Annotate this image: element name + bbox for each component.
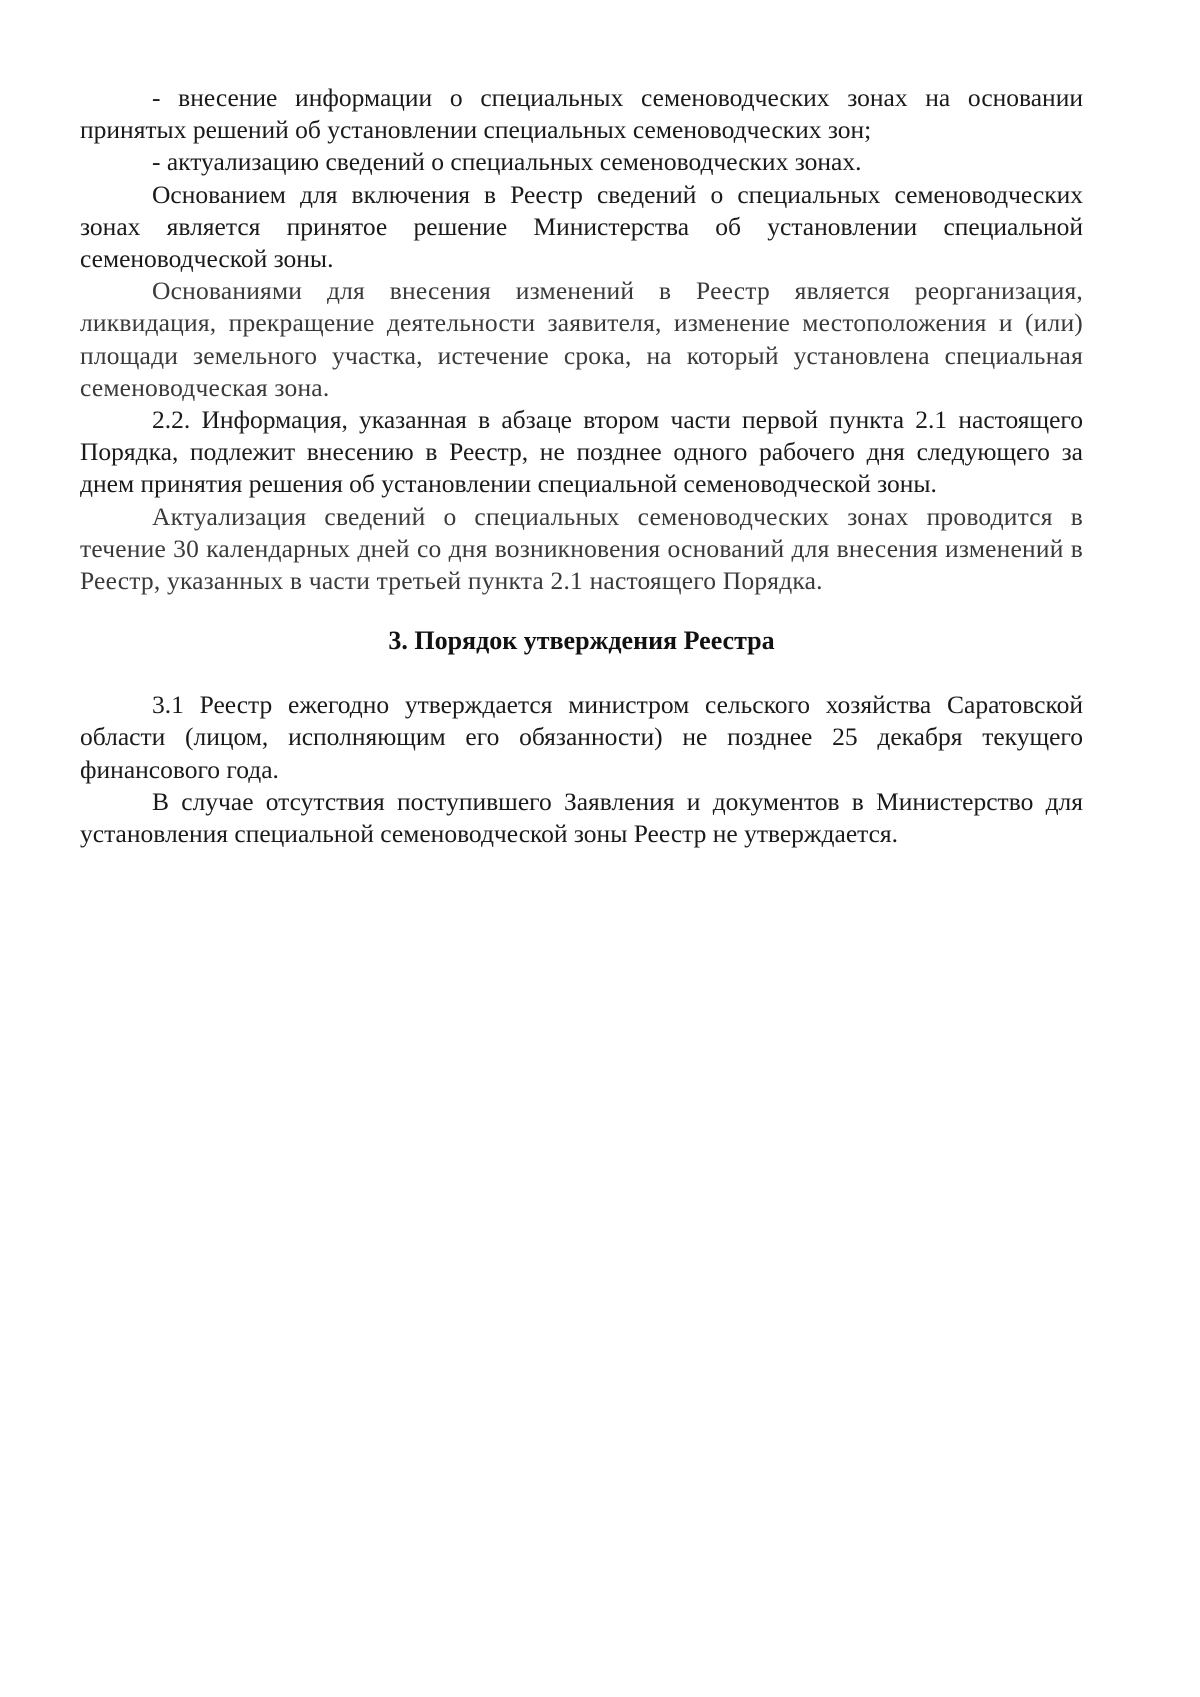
paragraph-absence-of-application: В случае отсутствия поступившего Заявления и документов в Министерство для установления специальной семеноводческой зоны Реестр не утверждается.: [80, 786, 1083, 849]
paragraph-actualization-term: Актуализация сведений о специальных семеноводческих зонах проводится в течение 30 календарных дней со дня возникновения оснований для внесения изменений в Реестр, указанных в части третьей пункта 2.1 настоящего Порядка.: [80, 501, 1083, 596]
bullet-actualization: - актуализацию сведений о специальных семеноводческих зонах.: [152, 147, 862, 177]
paragraph-2-2: 2.2. Информация, указанная в абзаце втором части первой пункта 2.1 настоящего Порядка, подлежит внесению в Реестр, не позднее одного рабочего дня следующего за днем принятия решения об установлении специальной семеноводческой зоны.: [80, 405, 1083, 499]
bullet-entry-info: - внесение информации о специальных семеноводческих зонах на основании принятых решений об установлении специальных семеноводческих зон;: [80, 83, 1083, 145]
document-page: [80, 82, 1083, 850]
paragraph-basis-changes: Основаниями для внесения изменений в Реестр является реорганизация, ликвидация, прекращение деятельности заявителя, изменение местоположения и (или) площади земельного участка, истечение срока, на который установлена специальная семеноводческая зона.: [80, 276, 1083, 402]
paragraph-basis-inclusion: Основанием для включения в Реестр сведений о специальных семеноводческих зонах является принятое решение Министерства об установлении специальной семеноводческой зоны.: [80, 179, 1083, 274]
paragraph-3-1: 3.1 Реестр ежегодно утверждается министром сельского хозяйства Саратовской области (лицом, исполняющим его обязанности) не позднее 25 декабря текущего финансового года.: [80, 690, 1083, 784]
section-3-heading: 3. Порядок утверждения Реестра: [388, 626, 775, 656]
